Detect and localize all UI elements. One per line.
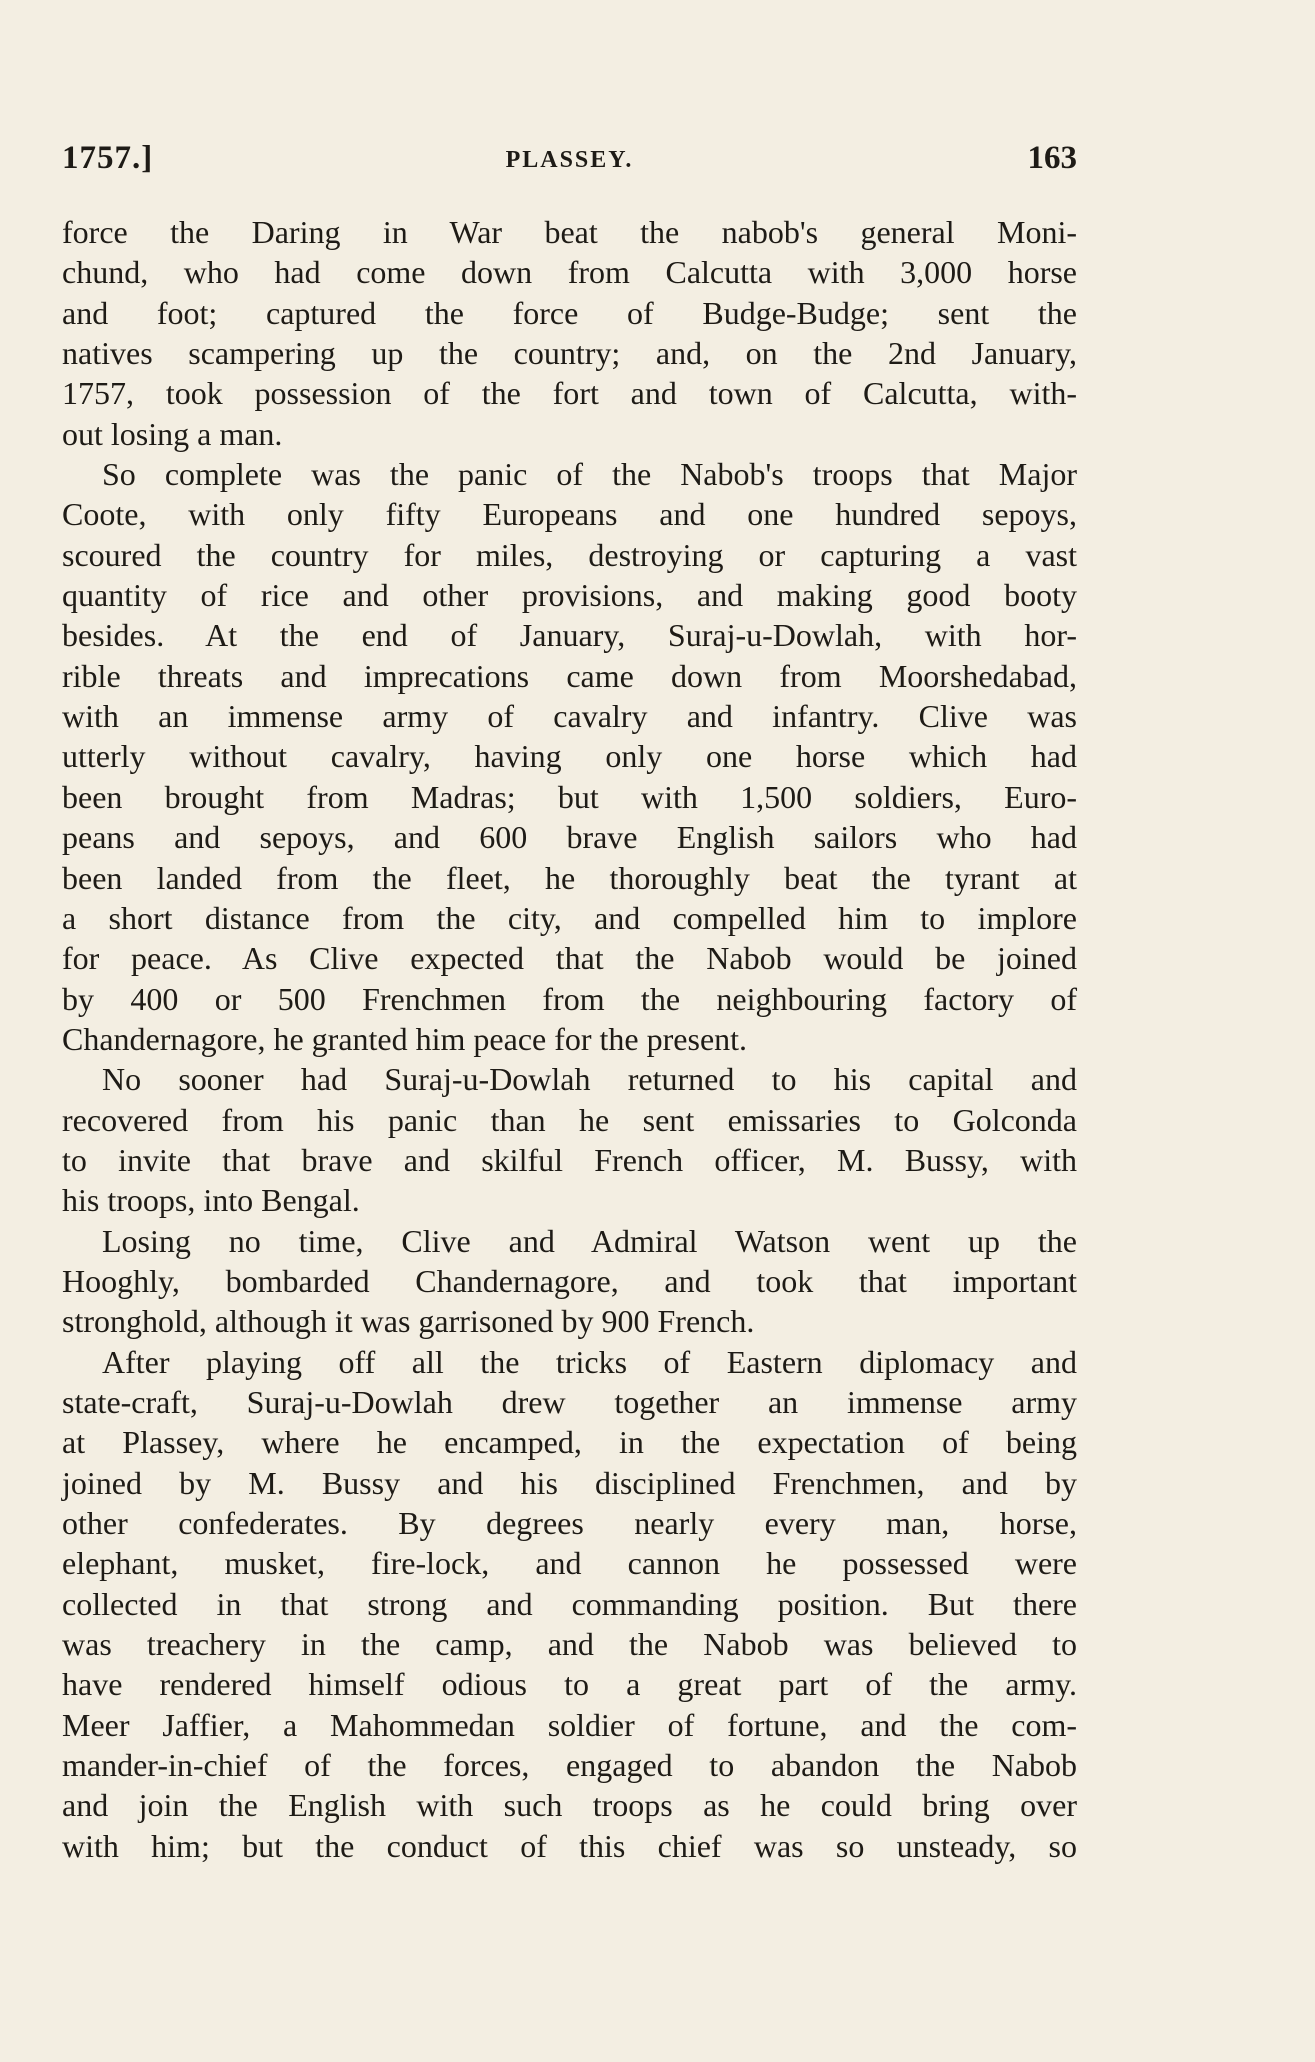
text-line: rible threats and imprecations came down from Moorshedabad,: [62, 657, 1077, 694]
text-line: collected in that strong and commanding position. But there: [62, 1585, 1077, 1622]
paragraph-start: Losing no time, Clive and Admiral Watson went up the: [102, 1222, 1077, 1259]
text-line: been brought from Madras; but with 1,500 soldiers, Euro-: [62, 778, 1077, 815]
text-line: 1757, took possession of the fort and town of Calcutta, with-: [62, 375, 1077, 412]
text-line: his troops, into Bengal.: [62, 1182, 360, 1219]
paragraph-start: No sooner had Suraj-u-Dowlah returned to his capital and: [102, 1061, 1077, 1098]
paragraph-start: So complete was the panic of the Nabob's troops that Major: [102, 456, 1077, 493]
text-line: for peace. As Clive expected that the Nabob would be joined: [62, 940, 1077, 977]
text-line: with an immense army of cavalry and infantry. Clive was: [62, 698, 1077, 735]
body-text: [62, 212, 1077, 1866]
text-line: been landed from the fleet, he thoroughly beat the tyrant at: [62, 859, 1077, 896]
text-line: Chandernagore, he granted him peace for the present.: [62, 1020, 748, 1057]
text-line: have rendered himself odious to a great part of the army.: [62, 1666, 1077, 1703]
text-line: quantity of rice and other provisions, and making good booty: [62, 577, 1077, 614]
text-line: with him; but the conduct of this chief was so unsteady, so: [62, 1827, 1077, 1864]
text-line: besides. At the end of January, Suraj-u-Dowlah, with hor-: [62, 617, 1077, 654]
text-line: force the Daring in War beat the nabob's general Moni-: [62, 214, 1077, 250]
text-line: recovered from his panic than he sent emissaries to Golconda: [62, 1101, 1077, 1138]
text-line: at Plassey, where he encamped, in the expectation of being: [62, 1424, 1077, 1461]
text-line: by 400 or 500 Frenchmen from the neighbouring factory of: [62, 980, 1077, 1017]
text-line: Coote, with only fifty Europeans and one hundred sepoys,: [62, 496, 1077, 533]
text-line: stronghold, although it was garrisoned by 900 French.: [62, 1303, 755, 1340]
text-line: and join the English with such troops as he could bring over: [62, 1787, 1077, 1824]
text-line: joined by M. Bussy and his disciplined Frenchmen, and by: [62, 1464, 1077, 1501]
text-line: other confederates. By degrees nearly every man, horse,: [62, 1505, 1077, 1541]
text-line: Hooghly, bombarded Chandernagore, and took that important: [62, 1262, 1077, 1299]
text-line: state-craft, Suraj-u-Dowlah drew together an immense army: [62, 1383, 1077, 1420]
running-header: [62, 140, 1077, 190]
text-line: utterly without cavalry, having only one horse which had: [62, 738, 1077, 775]
paragraph-start: After playing off all the tricks of Eastern diplomacy and: [102, 1343, 1077, 1380]
text-line: and foot; captured the force of Budge-Budge; sent the: [62, 294, 1077, 331]
text-line: Meer Jaffier, a Mahommedan soldier of fortune, and the com-: [62, 1706, 1077, 1743]
header-title: PLASSEY.: [505, 147, 634, 173]
text-line: natives scampering up the country; and, on the 2nd January,: [62, 335, 1077, 372]
text-line: a short distance from the city, and compelled him to implore: [62, 899, 1077, 936]
text-line: was treachery in the camp, and the Nabob was believed to: [62, 1626, 1077, 1663]
text-line: out losing a man.: [62, 415, 283, 452]
text-line: elephant, musket, fire-lock, and cannon he possessed were: [62, 1545, 1077, 1582]
text-line: to invite that brave and skilful French officer, M. Bussy, with: [62, 1141, 1077, 1178]
text-line: mander-in-chief of the forces, engaged to abandon the Nabob: [62, 1747, 1077, 1784]
text-line: chund, who had come down from Calcutta with 3,000 horse: [62, 254, 1077, 291]
header-year: 1757.]: [62, 140, 154, 176]
text-line: peans and sepoys, and 600 brave English sailors who had: [62, 819, 1077, 856]
page-number: 163: [1027, 140, 1077, 176]
text-line: scoured the country for miles, destroying or capturing a vast: [62, 536, 1077, 573]
